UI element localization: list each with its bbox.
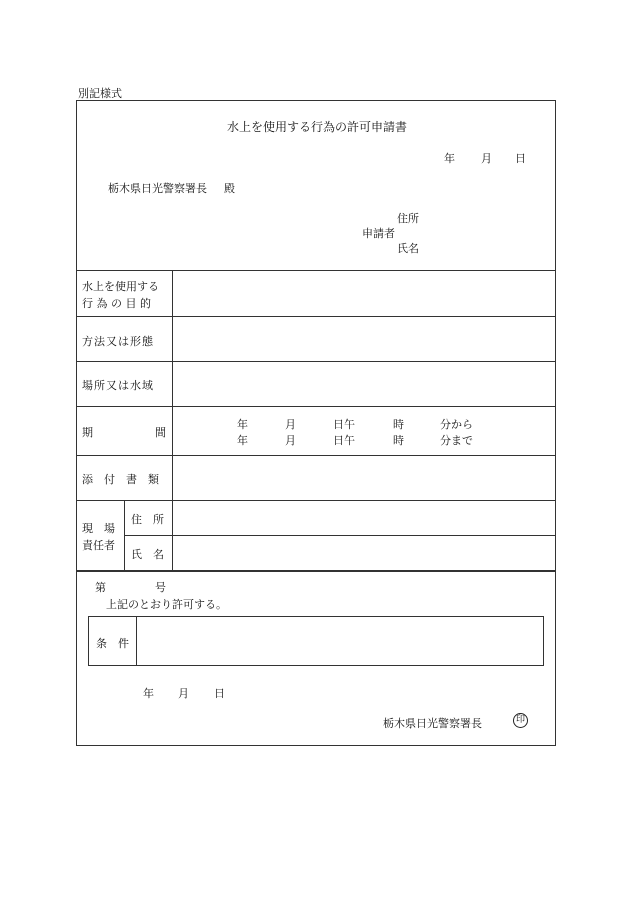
purpose-label-line2: 行 為 の 目 的 [82, 297, 151, 310]
approval-number-prefix: 第 [95, 581, 106, 594]
conditions-label: 条 件 [96, 637, 129, 650]
applicant-name-label: 氏名 [397, 242, 419, 255]
period-from-month: 月 [285, 418, 296, 431]
rule-label-column [172, 270, 173, 570]
period-to-minute: 分まで [440, 434, 473, 447]
period-to-day-am: 日午 [333, 434, 355, 447]
rule-header-bottom [76, 270, 556, 271]
rule-row-5 [76, 500, 556, 501]
approval-date-day: 日 [214, 687, 225, 700]
period-to-month: 月 [285, 434, 296, 447]
approval-date-month: 月 [178, 687, 189, 700]
seal-mark: 印 [513, 713, 528, 728]
period-label-left: 期 [82, 426, 93, 439]
issuer: 栃木県日光警察署長 [383, 717, 482, 730]
honorific: 殿 [224, 182, 235, 195]
addressee: 栃木県日光警察署長 [108, 182, 207, 195]
conditions-box [88, 616, 544, 666]
period-from-minute: 分から [440, 418, 473, 431]
site-manager-label-line1: 現 場 [82, 522, 115, 535]
form-label: 別記様式 [78, 87, 122, 100]
approval-number-suffix: 号 [155, 581, 166, 594]
rule-row-3 [76, 406, 556, 407]
period-from-day-am: 日午 [333, 418, 355, 431]
rule-row-4 [76, 455, 556, 456]
approval-date-year: 年 [143, 687, 154, 700]
period-label-right: 間 [155, 426, 166, 439]
period-to-year: 年 [237, 434, 248, 447]
place-label: 場所又は水域 [82, 379, 154, 392]
rule-row-site-mid [124, 535, 556, 536]
site-manager-label-line2: 責任者 [82, 539, 115, 552]
approval-text: 上記のとおり許可する。 [106, 598, 227, 611]
header-date-year: 年 [444, 152, 455, 165]
applicant-role-label: 申請者 [362, 227, 395, 240]
period-from-hour: 時 [393, 418, 404, 431]
rule-table-bottom [76, 570, 556, 572]
period-to-hour: 時 [393, 434, 404, 447]
rule-row-2 [76, 361, 556, 362]
form-title: 水上を使用する行為の許可申請書 [227, 120, 408, 134]
site-name-label: 氏 名 [131, 548, 164, 561]
header-date-month: 月 [481, 152, 492, 165]
applicant-address-label: 住所 [397, 212, 419, 225]
rule-site-subcolumn [124, 500, 125, 570]
header-date-day: 日 [515, 152, 526, 165]
method-label: 方法又は形態 [82, 335, 154, 348]
site-address-label: 住 所 [131, 513, 164, 526]
rule-row-1 [76, 316, 556, 317]
period-from-year: 年 [237, 418, 248, 431]
attachments-label: 添 付 書 類 [82, 473, 159, 486]
conditions-divider [136, 616, 137, 666]
purpose-label-line1: 水上を使用する [82, 280, 159, 293]
